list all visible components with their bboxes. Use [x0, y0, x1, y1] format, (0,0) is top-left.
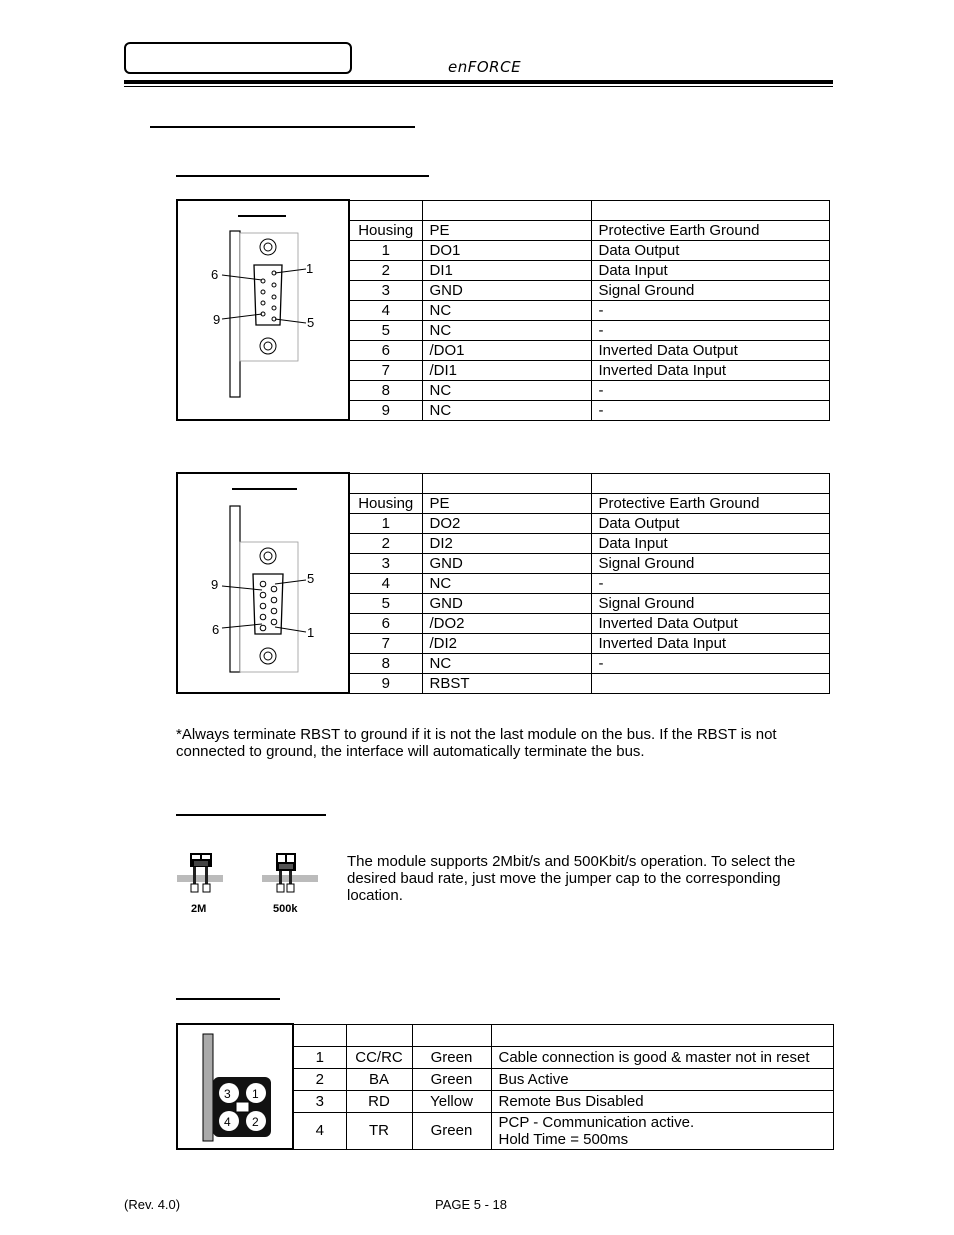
signal-description: - [591, 300, 830, 320]
signal-name: NC [422, 573, 591, 593]
led-description-cell [491, 1090, 834, 1112]
pin-number: 1 [349, 513, 422, 533]
led-description-cell [491, 1068, 834, 1090]
led-description-line: Remote Bus Disabled [498, 1092, 644, 1110]
led-number-cell: 2 [293, 1068, 346, 1090]
led-description-line: Cable connection is good & master not in reset [498, 1048, 810, 1066]
signal-description: - [591, 573, 830, 593]
connector1-dsub-male-icon [178, 201, 348, 411]
signal-name: DO2 [422, 513, 591, 533]
connector2-pin-label: 9 [211, 577, 219, 592]
pin-number: 8 [349, 380, 422, 400]
connector2-pin-label: 1 [307, 625, 315, 640]
led-number-cell: 3 [293, 1090, 346, 1112]
pin-number: 6 [349, 613, 422, 633]
connector2-image-cell [177, 473, 349, 693]
note-line: connected to ground, the interface will automatically terminate the bus. [176, 743, 645, 760]
note-line: *Always terminate RBST to ground if it is not the last module on the bus. If the RBST is not [176, 726, 777, 743]
brand-logo: enFORCE [448, 58, 522, 76]
connector2-pin-label: 5 [307, 571, 315, 586]
signal-description: Data Output [591, 513, 830, 533]
connector1-pin-label: 5 [307, 315, 315, 330]
pin-number: 9 [349, 673, 422, 693]
signal-name: NC [422, 380, 591, 400]
signal-description: Inverted Data Input [591, 360, 830, 380]
led-description-line: Hold Time = 500ms [498, 1130, 629, 1148]
pin-number: 3 [349, 280, 422, 300]
led-image-cell [177, 1024, 293, 1149]
signal-name: NC [422, 320, 591, 340]
signal-name: RBST [422, 673, 591, 693]
signal-name: NC [422, 300, 591, 320]
signal-description: Data Input [591, 260, 830, 280]
signal-description: - [591, 380, 830, 400]
signal-name: NC [422, 400, 591, 420]
signal-description: Inverted Data Output [591, 340, 830, 360]
led-number: 1 [252, 1087, 259, 1101]
signal-description: - [591, 400, 830, 420]
header-rule [124, 80, 833, 84]
led-color-cell: Green [412, 1046, 491, 1068]
signal-name: PE [422, 493, 591, 513]
header-rule-thin [124, 86, 833, 87]
led-color-cell: Green [412, 1068, 491, 1090]
footer-page-number: PAGE 5 - 18 [435, 1197, 508, 1212]
pin-number: 1 [349, 240, 422, 260]
rbst-note [176, 726, 777, 760]
footer-revision: (Rev. 4.0) [124, 1197, 181, 1212]
baud-description [347, 853, 795, 904]
led-number: 4 [224, 1115, 231, 1129]
led-color-cell: Green [412, 1112, 491, 1149]
led-status-table [176, 1023, 834, 1150]
led-name-cell: TR [346, 1112, 412, 1149]
subsection-heading-underline [176, 175, 429, 177]
pin-number: 9 [349, 400, 422, 420]
label-2m: 2M [191, 903, 207, 915]
pin-number: 7 [349, 633, 422, 653]
led-description-cell [491, 1046, 834, 1068]
led-panel-icon [178, 1025, 292, 1149]
signal-name: /DO1 [422, 340, 591, 360]
led-color-cell: Yellow [412, 1090, 491, 1112]
signal-name: GND [422, 593, 591, 613]
led-number-cell: 4 [293, 1112, 346, 1149]
signal-name: DI2 [422, 533, 591, 553]
led-description-line: PCP - Communication active. [498, 1113, 695, 1131]
signal-description: - [591, 320, 830, 340]
pin-number: 4 [349, 300, 422, 320]
connector2-pinout-table [176, 472, 830, 694]
signal-description: Signal Ground [591, 593, 830, 613]
signal-name: /DI2 [422, 633, 591, 653]
led-description-line: Bus Active [498, 1070, 569, 1088]
baud-line: The module supports 2Mbit/s and 500Kbit/s operation. To select the [347, 853, 796, 870]
connector1-pinout-table [176, 199, 830, 421]
section-heading-underline [150, 126, 415, 128]
pin-number: 4 [349, 573, 422, 593]
led-name-cell: BA [346, 1068, 412, 1090]
signal-description: Data Input [591, 533, 830, 553]
led-number: 3 [224, 1087, 231, 1101]
led-number-cell: 1 [293, 1046, 346, 1068]
label-500k: 500k [273, 903, 298, 915]
signal-description: Signal Ground [591, 280, 830, 300]
signal-description: Inverted Data Input [591, 633, 830, 653]
pin-number: 7 [349, 360, 422, 380]
signal-name: /DO2 [422, 613, 591, 633]
connector2-pin-label: 6 [212, 622, 220, 637]
led-description-cell [491, 1112, 834, 1149]
pin-number: Housing [349, 493, 422, 513]
pin-number: 6 [349, 340, 422, 360]
pin-number: 5 [349, 320, 422, 340]
signal-name: NC [422, 653, 591, 673]
signal-description: - [591, 653, 830, 673]
signal-description [591, 673, 830, 693]
header-box [124, 42, 352, 74]
led-name-cell: RD [346, 1090, 412, 1112]
signal-description: Protective Earth Ground [591, 493, 830, 513]
signal-description: Data Output [591, 240, 830, 260]
led-name-cell: CC/RC [346, 1046, 412, 1068]
led-heading-underline [176, 998, 280, 1000]
connector1-pin-label: 9 [213, 312, 221, 327]
signal-description: Signal Ground [591, 553, 830, 573]
pin-number: 3 [349, 553, 422, 573]
baud-heading-underline [176, 814, 326, 816]
connector1-image-cell [177, 200, 349, 420]
signal-name: /DI1 [422, 360, 591, 380]
baud-jumper-icon [176, 850, 326, 916]
connector1-pin-label: 1 [306, 261, 314, 276]
signal-name: PE [422, 220, 591, 240]
signal-description: Protective Earth Ground [591, 220, 830, 240]
signal-name: DI1 [422, 260, 591, 280]
baud-line: location. [347, 887, 403, 904]
pin-number: 2 [349, 260, 422, 280]
pin-number: 8 [349, 653, 422, 673]
signal-name: GND [422, 280, 591, 300]
connector1-pin-label: 6 [211, 267, 219, 282]
signal-description: Inverted Data Output [591, 613, 830, 633]
pin-number: Housing [349, 220, 422, 240]
baud-line: desired baud rate, just move the jumper cap to the corresponding [347, 870, 781, 887]
signal-name: DO1 [422, 240, 591, 260]
led-number: 2 [252, 1115, 259, 1129]
pin-number: 2 [349, 533, 422, 553]
pin-number: 5 [349, 593, 422, 613]
connector2-dsub-female-icon [178, 474, 348, 684]
signal-name: GND [422, 553, 591, 573]
